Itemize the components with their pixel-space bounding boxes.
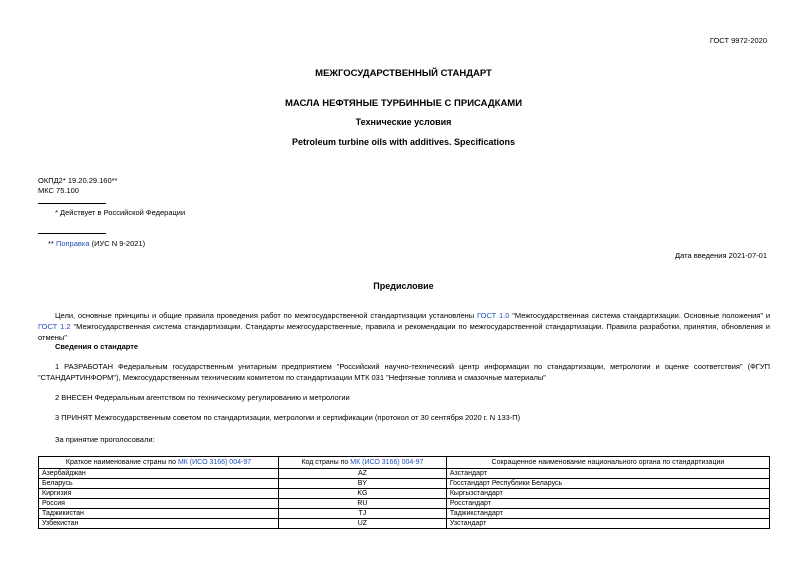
info-item-3: 3 ПРИНЯТ Межгосударственным советом по стандартизации, метрологии и сертификации (протокол от 30 сентября 2020 г. N 133-П) (55, 413, 521, 422)
footnote-divider-2 (38, 233, 106, 234)
table-row (39, 489, 770, 499)
document-subtitle: Технические условия (355, 117, 452, 127)
country-cell: Киргизия (39, 489, 279, 499)
country-cell: Таджикистан (39, 509, 279, 519)
table-row (39, 499, 770, 509)
introduction-date: Дата введения 2021-07-01 (675, 251, 767, 260)
column-header-country-text: Краткое наименование страны по (65, 459, 176, 466)
body-cell: Таджикстандарт (446, 509, 769, 519)
body-cell: Кыргызстандарт (446, 489, 769, 499)
info-item-1: 1 РАЗРАБОТАН Федеральным государственным унитарным предприятием "Российский научно-технический центр информации по стандартизации, метрологии и оценке соответствия" (ФГУП "СТАНДАРТИНФОРМ"), Межгосударственным техническим комитетом по стандартизации МТК 031 "Нефтяные топлива и смазочные материалы" (38, 362, 770, 382)
document-title: МАСЛА НЕФТЯНЫЕ ТУРБИННЫЕ С ПРИСАДКАМИ (284, 98, 523, 109)
country-cell: Россия (39, 499, 279, 509)
column-header-body: Сокращенное наименование национального органа по стандартизации (446, 457, 769, 469)
table-row (39, 479, 770, 489)
info-item-2: 2 ВНЕСЕН Федеральным агентством по техническому регулированию и метрологии (55, 393, 350, 402)
foreword-text-c: "Межгосударственная система стандартизации. Стандарты межгосударственные, правила и рекомендации по межгосударственной стандартизации. Правила разработки, принятия, обновления и отмены" (38, 322, 770, 342)
footnote-2-suffix: (ИУС N 9-2021) (91, 239, 146, 248)
body-cell: Госстандарт Республики Беларусь (446, 479, 769, 489)
body-cell: Узстандарт (446, 519, 769, 529)
code-cell: RU (279, 499, 447, 509)
code-cell: BY (279, 479, 447, 489)
code-cell: UZ (279, 519, 447, 529)
column-header-code (279, 457, 447, 469)
country-cell: Узбекистан (39, 519, 279, 529)
table-row (39, 519, 770, 529)
gost-1-2-link[interactable]: ГОСТ 1.2 (38, 322, 71, 331)
document-code: ГОСТ 9972-2020 (709, 36, 767, 45)
table-header-row (39, 457, 770, 469)
table-row (39, 509, 770, 519)
mk-iso-link-2[interactable]: МК (ИСО 3166) 004-97 (350, 459, 424, 466)
code-cell: AZ (279, 469, 447, 479)
okpd-code: ОКПД2* 19.20.29.160** (38, 176, 118, 185)
standard-info-heading: Сведения о стандарте (55, 342, 139, 351)
foreword-text-a: Цели, основные принципы и общие правила проведения работ по межгосударственной стандартизации установлены (55, 311, 475, 320)
standard-type-heading: МЕЖГОСУДАРСТВЕННЫЙ СТАНДАРТ (315, 68, 492, 79)
english-title: Petroleum turbine oils with additives. Specifications (291, 137, 516, 147)
code-cell: KG (279, 489, 447, 499)
footnote-2-marker: ** (48, 239, 54, 248)
column-header-code-text: Код страны по (301, 459, 349, 466)
voted-label: За принятие проголосовали: (55, 435, 155, 444)
foreword-text-b: "Межгосударственная система стандартизации. Основные положения" и (512, 311, 771, 320)
country-cell: Беларусь (39, 479, 279, 489)
body-cell: Азстандарт (446, 469, 769, 479)
footnote-2 (48, 239, 145, 248)
footnote-divider (38, 203, 106, 204)
country-cell: Азербайджан (39, 469, 279, 479)
foreword-paragraph (38, 310, 770, 343)
column-header-country (39, 457, 279, 469)
mks-code: МКС 75.100 (38, 186, 79, 195)
foreword-heading: Предисловие (373, 281, 434, 291)
mk-iso-link-1[interactable]: МК (ИСО 3166) 004-97 (177, 459, 252, 466)
correction-link[interactable]: Поправка (55, 239, 90, 248)
footnote-1: * Действует в Российской Федерации (55, 208, 186, 217)
gost-1-0-link[interactable]: ГОСТ 1.0 (476, 311, 510, 320)
body-cell: Росстандарт (446, 499, 769, 509)
code-cell: TJ (279, 509, 447, 519)
voting-countries-table (38, 456, 770, 529)
table-row (39, 469, 770, 479)
